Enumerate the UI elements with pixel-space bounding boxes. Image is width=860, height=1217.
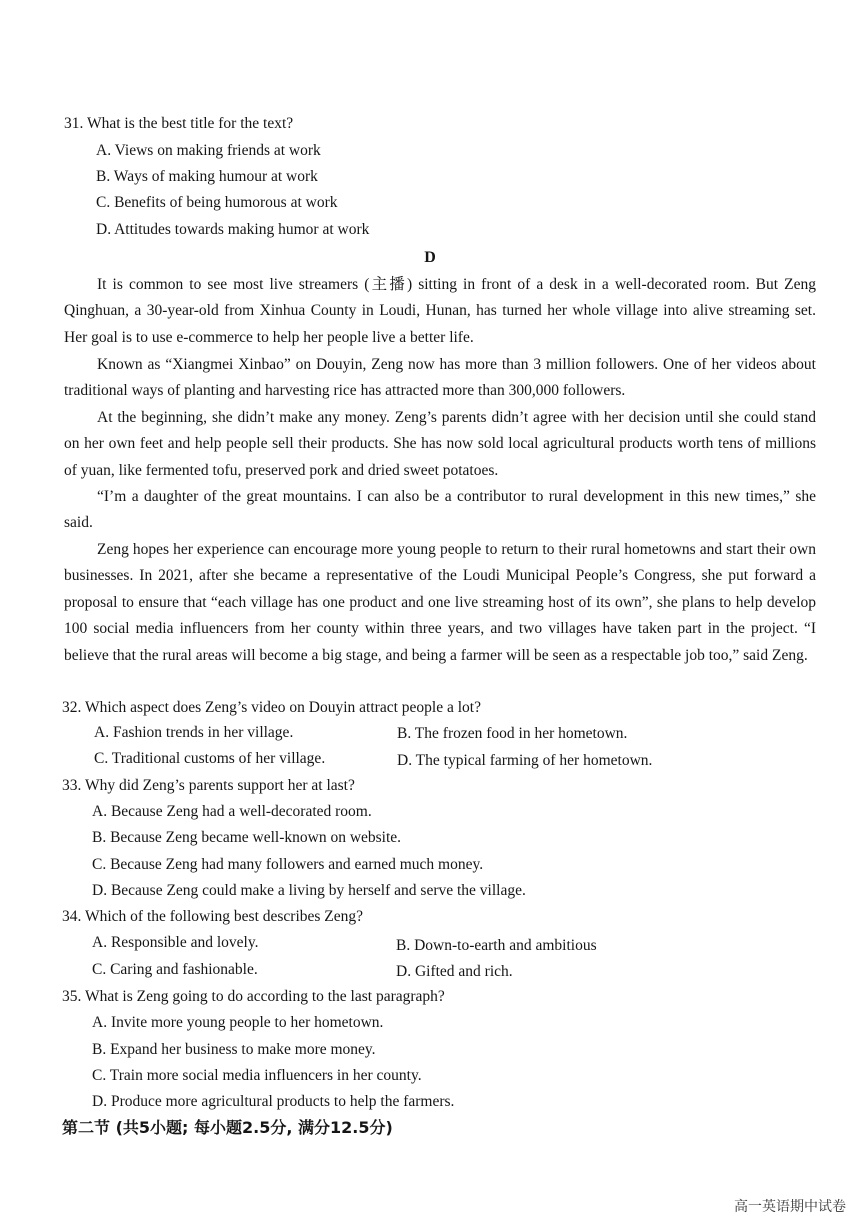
question-31-stem: 31. What is the best title for the text?: [64, 115, 294, 132]
section-heading: 第二节 (共5小题; 每小题2.5分, 满分12.5分): [62, 1118, 393, 1137]
question-32-stem: 32. Which aspect does Zeng’s video on Douyin attract people a lot?: [62, 699, 481, 716]
passage-paragraph-5: Zeng hopes her experience can encourage more young people to return to their rural hometowns and start their own businesses. In 2021, after she became a representative of the Loudi Municipal People’s Congress, she put forward a proposal to ensure that “each village has one product and one live streaming host of its own”, she plans to help develop 100 social media influencers from her county within three years, and two villages have taken part in the project. “I believe that the rural areas will become a big stage, and being a farmer will be seen as a respectable job too,” said Zeng.: [64, 541, 816, 664]
question-31-option-c: C. Benefits of being humorous at work: [96, 194, 338, 211]
question-34-option-d: D. Gifted and rich.: [396, 963, 513, 980]
question-35-option-d: D. Produce more agricultural products to help the farmers.: [92, 1093, 455, 1110]
question-32-option-b: B. The frozen food in her hometown.: [397, 725, 628, 742]
question-31-option-d: D. Attitudes towards making humor at work: [96, 221, 370, 238]
page-footer-title: 高一英语期中试卷: [734, 1199, 846, 1215]
question-32-option-a: A. Fashion trends in her village.: [94, 724, 294, 741]
question-35-option-b: B. Expand her business to make more money.: [92, 1041, 376, 1058]
question-32-option-d: D. The typical farming of her hometown.: [397, 752, 653, 769]
passage-paragraph-1: It is common to see most live streamers (主播) sitting in front of a desk in a well-decorated room. But Zeng Qinghuan, a 30-year-old from Xinhua County in Loudi, Hunan, has turned her whole village into alive streaming set. Her goal is to use e-commerce to help her people live a better life.: [64, 276, 816, 346]
question-35-option-a: A. Invite more young people to her hometown.: [92, 1014, 384, 1031]
question-33-option-b: B. Because Zeng became well-known on website.: [92, 829, 402, 846]
passage-paragraph-2: Known as “Xiangmei Xinbao” on Douyin, Zeng now has more than 3 million followers. One of her videos about traditional ways of planting and harvesting rice has attracted more than 300,000 followers.: [64, 356, 816, 400]
question-34-option-a: A. Responsible and lovely.: [92, 934, 259, 951]
question-33-option-a: A. Because Zeng had a well-decorated room.: [92, 803, 372, 820]
question-35-stem: 35. What is Zeng going to do according to the last paragraph?: [62, 988, 445, 1005]
passage-letter: D: [424, 249, 436, 266]
question-34-option-b: B. Down-to-earth and ambitious: [396, 937, 597, 954]
question-33-option-d: D. Because Zeng could make a living by herself and serve the village.: [92, 882, 526, 899]
question-35-option-c: C. Train more social media influencers in her county.: [92, 1067, 422, 1084]
question-31-option-a: A. Views on making friends at work: [96, 142, 321, 159]
passage-paragraph-4: “I’m a daughter of the great mountains. I can also be a contributor to rural development in this new times,” she said.: [64, 488, 816, 532]
question-34-stem: 34. Which of the following best describes Zeng?: [62, 908, 364, 925]
question-33-stem: 33. Why did Zeng’s parents support her at last?: [62, 777, 355, 794]
question-32-option-c: C. Traditional customs of her village.: [94, 750, 326, 767]
passage-paragraph-3: At the beginning, she didn’t make any money. Zeng’s parents didn’t agree with her decision until she could stand on her own feet and help people sell their products. She has now sold local agricultural products worth tens of millions of yuan, like fermented tofu, preserved pork and dried sweet potatoes.: [64, 409, 816, 479]
question-31-option-b: B. Ways of making humour at work: [96, 168, 318, 185]
question-33-option-c: C. Because Zeng had many followers and earned much money.: [92, 856, 484, 873]
question-34-option-c: C. Caring and fashionable.: [92, 961, 258, 978]
